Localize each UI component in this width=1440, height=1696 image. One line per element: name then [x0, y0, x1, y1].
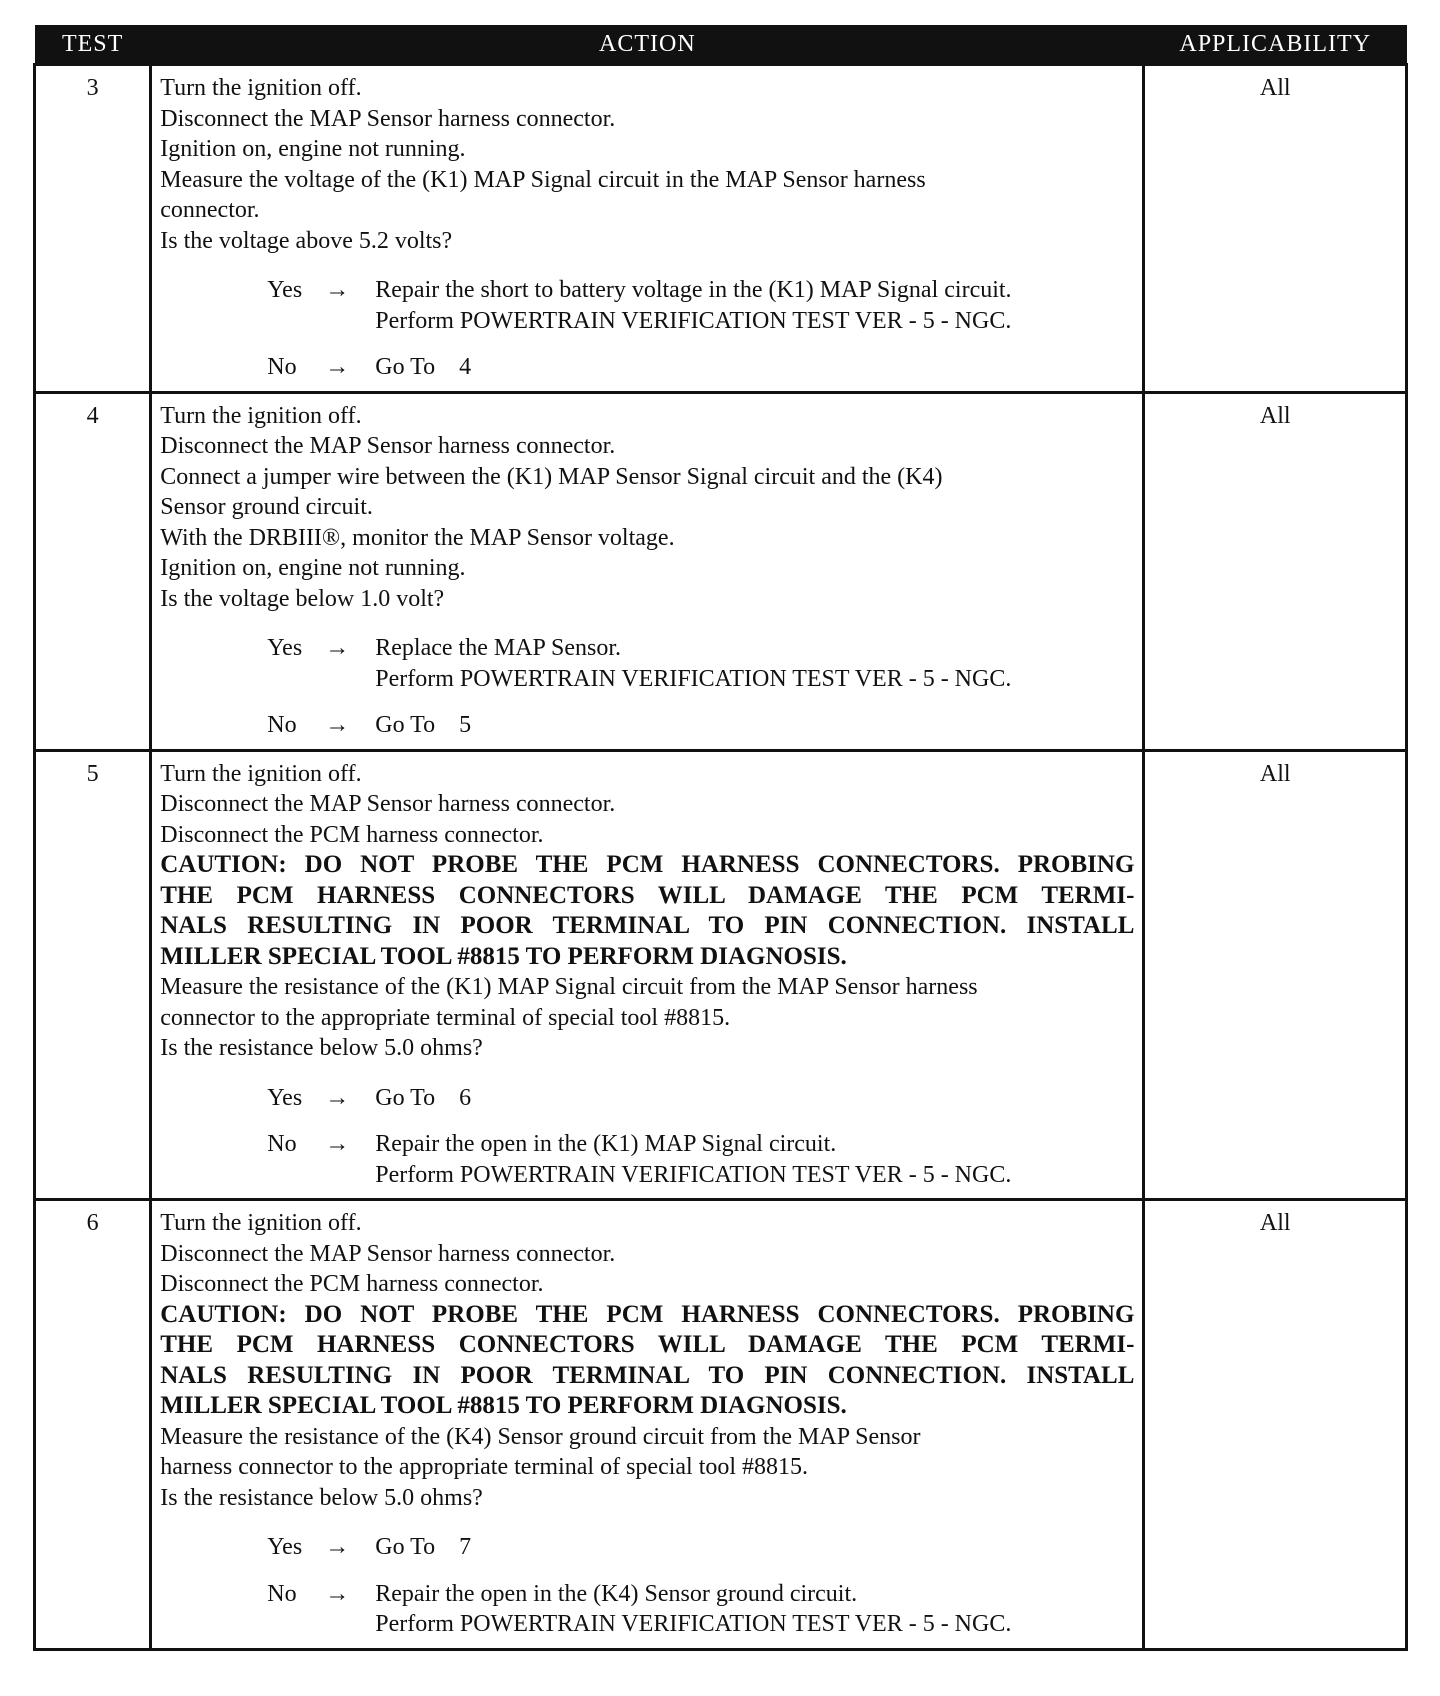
caution-line: THE PCM HARNESS CONNECTORS WILL DAMAGE THE PCM TERMI- [160, 1331, 1135, 1358]
action-step-line: Turn the ignition off. [160, 75, 362, 101]
test-number: 4 [35, 392, 151, 750]
result-line: Go To 7 [375, 1534, 472, 1560]
action-cell [151, 750, 1144, 1200]
action-steps [160, 759, 1134, 851]
no-answer [267, 352, 1134, 383]
action-steps [160, 1208, 1134, 1300]
arrow-icon: → [325, 1084, 350, 1111]
action-step-line: Connect a jumper wire between the (K1) MAP Sensor Signal circuit and the (K4) [160, 463, 943, 490]
action-step-line: Sensor ground circuit. [160, 494, 373, 520]
no-answer [267, 710, 1134, 741]
no-answer-result [375, 710, 1134, 741]
result-line: Perform POWERTRAIN VERIFICATION TEST VER - 5 - NGC. [375, 1161, 1012, 1188]
header-applicability: APPLICABILITY [1144, 25, 1407, 65]
action-step-line: Turn the ignition off. [160, 402, 362, 429]
arrow-icon: → [325, 1131, 350, 1157]
arrow-icon: → [325, 1534, 350, 1560]
action-step-line: Is the voltage above 5.2 volts? [160, 227, 453, 254]
yes-answer [267, 1532, 1134, 1563]
action-step-line: harness connector to the appropriate terminal of special tool #8815. [160, 1454, 809, 1480]
no-answer-label: No [267, 1580, 297, 1607]
table-row [35, 392, 1407, 750]
yes-answer [267, 633, 1134, 694]
caution-line: CAUTION: DO NOT PROBE THE PCM HARNESS CONNECTORS. PROBING [160, 851, 1135, 878]
no-answer [267, 1579, 1134, 1640]
table-header-row [35, 25, 1407, 65]
action-step-line: Ignition on, engine not running. [160, 136, 466, 162]
caution-text [160, 850, 1134, 972]
result-line: Perform POWERTRAIN VERIFICATION TEST VER - 5 - NGC. [375, 1611, 1012, 1637]
applicability-value: All [1144, 392, 1407, 750]
action-step-line: connector to the appropriate terminal of special tool #8815. [160, 1004, 731, 1031]
no-answer-label: No [267, 712, 297, 738]
arrow-icon: → [325, 712, 350, 738]
header-test: TEST [35, 25, 151, 65]
action-cell [151, 1200, 1144, 1650]
no-answer-label: No [267, 354, 297, 380]
header-action: ACTION [151, 25, 1144, 65]
yes-answer-label: Yes [267, 1084, 303, 1111]
applicability-value: All [1144, 65, 1407, 393]
caution-text [160, 1300, 1134, 1422]
result-line: Perform POWERTRAIN VERIFICATION TEST VER - 5 - NGC. [375, 665, 1012, 692]
test-number: 3 [35, 65, 151, 393]
action-step-line: Ignition on, engine not running. [160, 555, 466, 581]
action-step-line: Is the resistance below 5.0 ohms? [160, 1035, 483, 1061]
caution-line: MILLER SPECIAL TOOL #8815 TO PERFORM DIAGNOSIS. [160, 1392, 847, 1419]
yes-answer [267, 1083, 1134, 1114]
action-step-line: With the DRBIII®, monitor the MAP Sensor voltage. [160, 524, 675, 551]
table-row [35, 1200, 1407, 1650]
yes-answer-label: Yes [267, 635, 303, 661]
action-step-line: Turn the ignition off. [160, 1210, 362, 1236]
arrow-icon: → [325, 635, 350, 661]
result-line: Go To 5 [375, 712, 472, 738]
action-step-line: Disconnect the MAP Sensor harness connector. [160, 105, 616, 132]
arrow-icon: → [325, 354, 350, 380]
action-cell [151, 65, 1144, 393]
table-row [35, 750, 1407, 1200]
action-step-line: connector. [160, 197, 260, 223]
yes-answer-result [375, 633, 1134, 694]
caution-line: CAUTION: DO NOT PROBE THE PCM HARNESS CONNECTORS. PROBING [160, 1300, 1135, 1328]
caution-line: MILLER SPECIAL TOOL #8815 TO PERFORM DIAGNOSIS. [160, 942, 847, 970]
test-number: 5 [35, 750, 151, 1200]
action-step-line: Is the resistance below 5.0 ohms? [160, 1484, 483, 1511]
yes-answer-label: Yes [267, 277, 303, 303]
result-line: Repair the open in the (K4) Sensor ground circuit. [375, 1580, 858, 1607]
yes-answer-result [375, 1532, 1134, 1563]
no-answer-result [375, 352, 1134, 383]
action-step-line: Measure the resistance of the (K4) Sensor ground circuit from the MAP Sensor [160, 1423, 921, 1450]
caution-line: NALS RESULTING IN POOR TERMINAL TO PIN CONNECTION. INSTALL [160, 1361, 1135, 1389]
yes-answer-result [375, 1083, 1134, 1114]
action-step-line: Disconnect the MAP Sensor harness connector. [160, 1240, 616, 1267]
action-cell [151, 392, 1144, 750]
action-steps [160, 401, 1134, 615]
applicability-value: All [1144, 750, 1407, 1200]
action-step-line: Measure the voltage of the (K1) MAP Signal circuit in the MAP Sensor harness [160, 166, 926, 193]
no-answer-result [375, 1129, 1134, 1190]
result-line: Repair the open in the (K1) MAP Signal circuit. [375, 1131, 837, 1157]
no-answer-result [375, 1579, 1134, 1640]
document [33, 25, 1408, 1651]
arrow-icon: → [325, 277, 350, 303]
action-step-line: Measure the resistance of the (K1) MAP Signal circuit from the MAP Sensor harness [160, 974, 978, 1000]
action-steps-after-caution [160, 972, 1134, 1064]
result-line: Repair the short to battery voltage in the (K1) MAP Signal circuit. [375, 277, 1012, 303]
no-answer-label: No [267, 1131, 297, 1157]
action-step-line: Disconnect the PCM harness connector. [160, 1271, 544, 1297]
diagnostic-test-table [33, 25, 1408, 1651]
caution-line: NALS RESULTING IN POOR TERMINAL TO PIN CONNECTION. INSTALL [160, 912, 1135, 939]
test-number: 6 [35, 1200, 151, 1650]
action-step-line: Disconnect the PCM harness connector. [160, 821, 544, 848]
result-line: Go To 4 [375, 354, 472, 380]
arrow-icon: → [325, 1580, 350, 1607]
action-step-line: Disconnect the MAP Sensor harness connector. [160, 791, 616, 817]
yes-answer-label: Yes [267, 1534, 303, 1560]
result-line: Replace the MAP Sensor. [375, 635, 621, 661]
action-steps [160, 73, 1134, 256]
result-line: Go To 6 [375, 1084, 472, 1111]
yes-answer [267, 275, 1134, 336]
yes-answer-result [375, 275, 1134, 336]
no-answer [267, 1129, 1134, 1190]
action-steps-after-caution [160, 1422, 1134, 1514]
action-step-line: Turn the ignition off. [160, 760, 362, 787]
caution-line: THE PCM HARNESS CONNECTORS WILL DAMAGE THE PCM TERMI- [160, 881, 1135, 909]
result-line: Perform POWERTRAIN VERIFICATION TEST VER - 5 - NGC. [375, 307, 1012, 334]
action-step-line: Disconnect the MAP Sensor harness connector. [160, 433, 616, 459]
action-step-line: Is the voltage below 1.0 volt? [160, 585, 445, 612]
table-row [35, 65, 1407, 393]
applicability-value: All [1144, 1200, 1407, 1650]
